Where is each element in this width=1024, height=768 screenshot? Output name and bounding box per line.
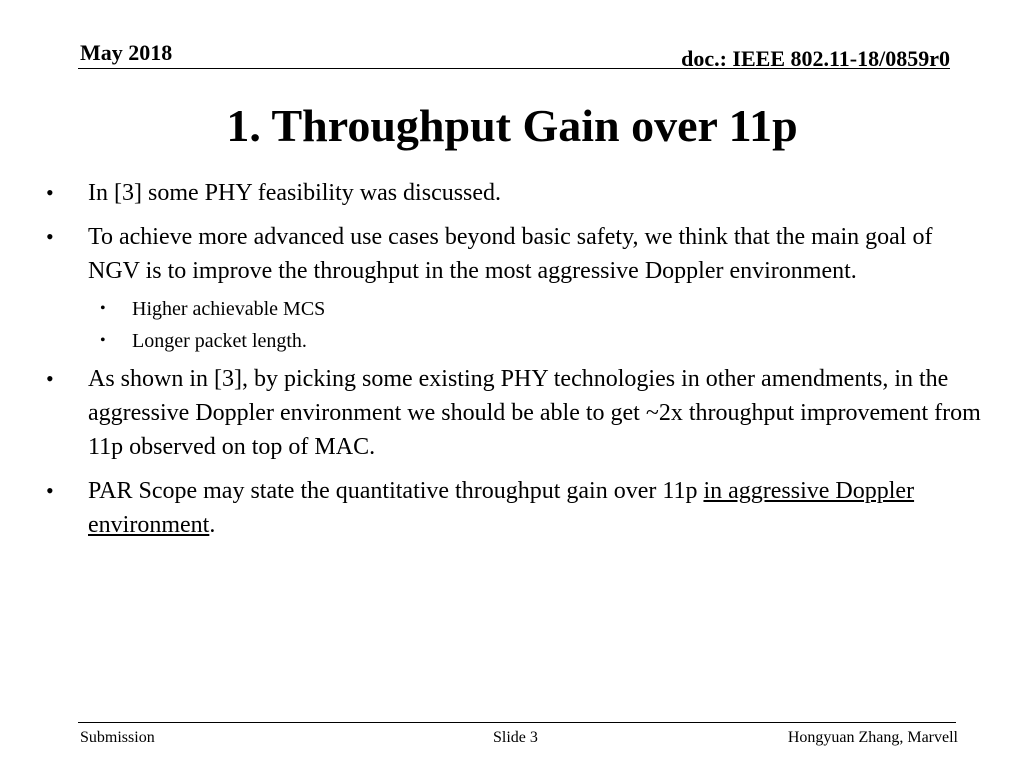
slide-title: 1. Throughput Gain over 11p [226, 100, 798, 151]
bullet-text-segment: . [209, 512, 216, 538]
bullet-text: As shown in [3], by picking some existing PHY technologies in other amendments, in the aggressive Doppler environment we should be able to get ~2x throughput improvement from 11p observed on top of MAC. [88, 366, 981, 460]
footer-author: Hongyuan Zhang, Marvell [787, 729, 958, 746]
bullet-marker: • [46, 478, 54, 503]
sub-bullet-text: Longer packet length. [132, 330, 307, 352]
bullet-item [44, 362, 984, 464]
underlined-emphasis: in aggressive Doppler environment [88, 478, 915, 538]
sub-bullet-marker: • [100, 332, 106, 349]
bullet-marker: • [46, 366, 54, 391]
sub-bullet-item [44, 295, 984, 323]
bullet-item [44, 474, 984, 542]
bullet-text [88, 478, 914, 538]
sub-bullet-marker: • [100, 300, 106, 317]
bullet-text-segment: PAR Scope may state the quantitative throughput gain over 11p [88, 478, 704, 504]
bullet-marker: • [46, 180, 54, 205]
bullet-item [44, 176, 984, 210]
footer-submission: Submission [80, 729, 155, 746]
bullet-item [44, 220, 984, 288]
bullet-marker: • [46, 224, 54, 249]
header-doc-id: doc.: IEEE 802.11-18/0859r0 [681, 46, 950, 71]
footer-slide-number: Slide 3 [493, 729, 538, 746]
footer-divider [78, 722, 956, 723]
header-date: May 2018 [80, 40, 173, 65]
bullet-text: In [3] some PHY feasibility was discussed. [88, 180, 502, 206]
slide-content [44, 176, 984, 552]
sub-bullet-item [44, 327, 984, 355]
header-divider [78, 68, 950, 69]
sub-bullet-text: Higher achievable MCS [132, 298, 326, 320]
bullet-text: To achieve more advanced use cases beyond basic safety, we think that the main goal of NGV is to improve the throughput in the most aggressive Doppler environment. [88, 224, 933, 284]
